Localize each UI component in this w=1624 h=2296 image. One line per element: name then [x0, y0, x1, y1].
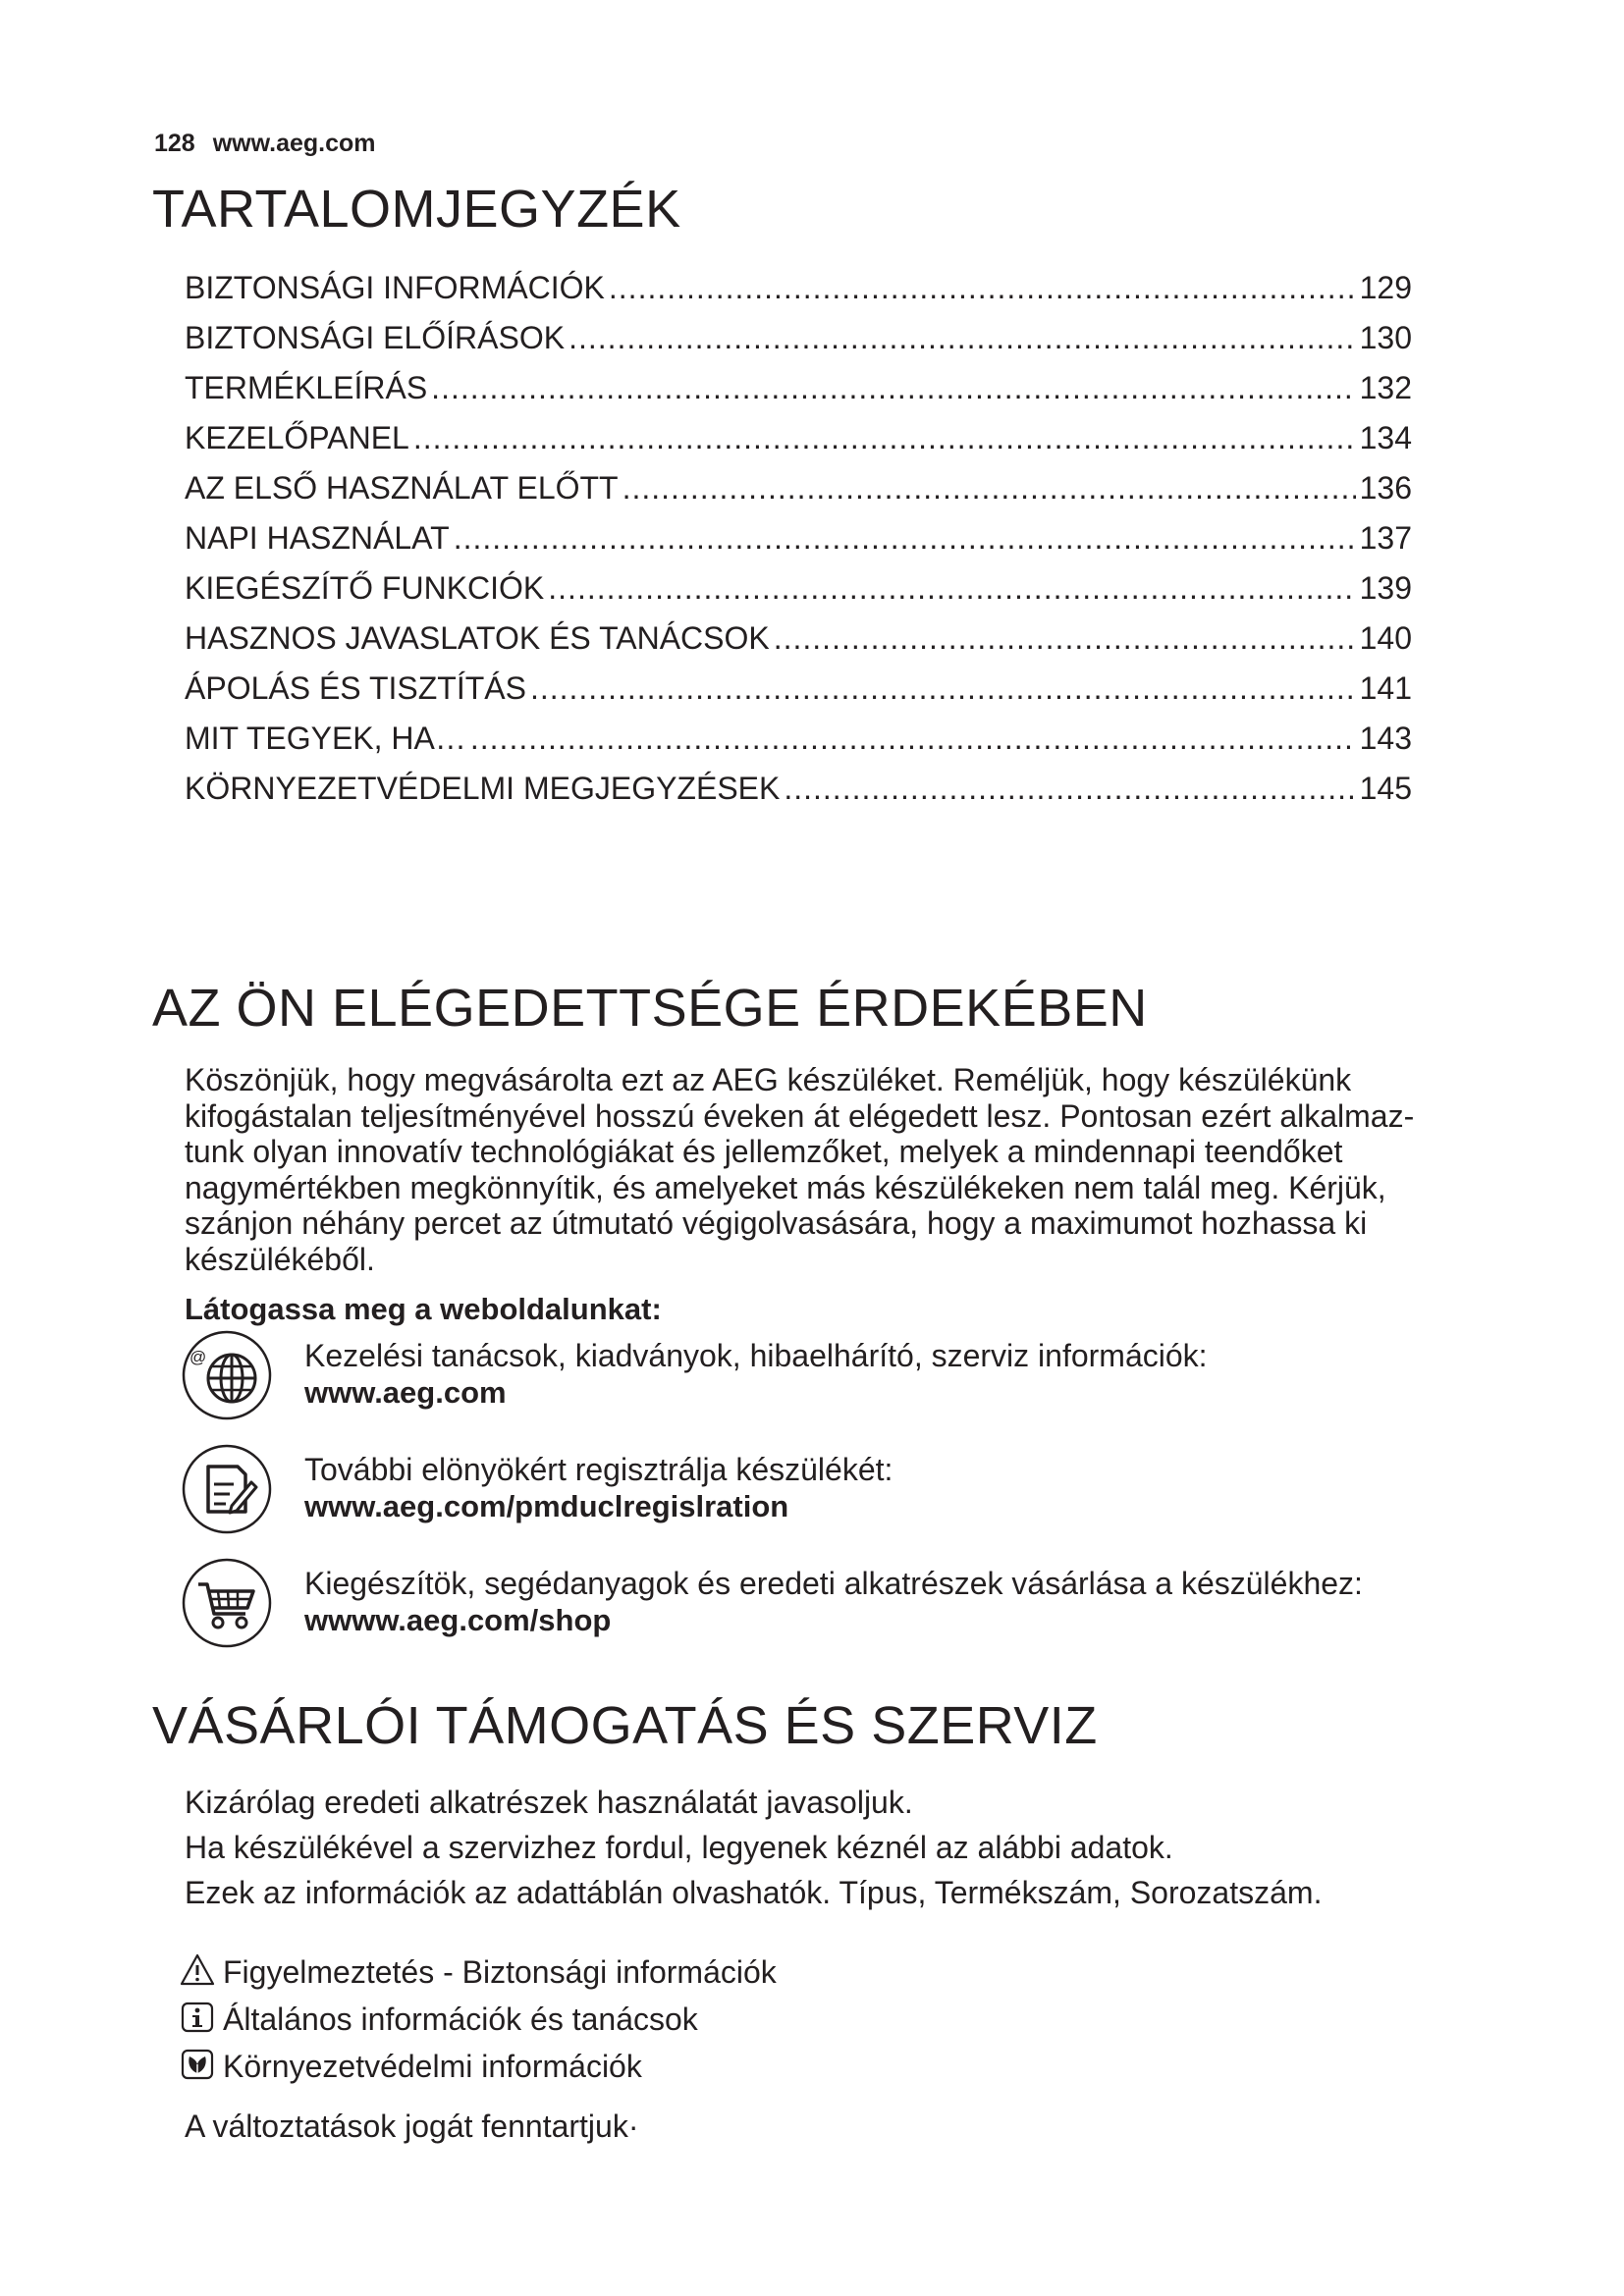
toc-dot-leader [784, 764, 1355, 814]
toc-entry-label: KEZELŐPANEL [185, 420, 409, 455]
toc-entry-label: ÁPOLÁS ÉS TISZTÍTÁS [185, 670, 526, 706]
toc-entry[interactable] [185, 563, 1412, 614]
toc-entry[interactable] [185, 614, 1412, 664]
page-header [154, 130, 376, 158]
toc-entry[interactable] [185, 313, 1412, 363]
satisfaction-intro [185, 1062, 1490, 1277]
toc-entry-page: 145 [1359, 771, 1412, 806]
toc-entry-page: 130 [1359, 320, 1412, 355]
footer-note: A változtatások jogát fenntartjuk· [185, 2109, 639, 2144]
toc-entry-page: 136 [1359, 470, 1412, 506]
intro-line: nagymértékben megkönnyítik, és amelyeket más készülékeken nem talál meg. Kérjük, [185, 1169, 1386, 1205]
intro-line: tunk olyan innovatív technológiákat és jellemzőket, melyek a mindennapi teendőket [185, 1134, 1343, 1169]
link-url[interactable]: www.aeg.com [304, 1375, 507, 1410]
toc-dot-leader [548, 563, 1355, 614]
toc-entry-label: BIZTONSÁGI ELŐÍRÁSOK [185, 320, 566, 355]
toc-dot-leader [413, 413, 1356, 463]
visit-website-label: Látogassa meg a weboldalunkat: [185, 1292, 662, 1326]
info-icon [180, 2000, 215, 2035]
intro-line: Köszönjük, hogy megvásárolta ezt az AEG készüléket. Reméljük, hogy készülékünk [185, 1062, 1352, 1097]
support-line: Kizárólag eredeti alkatrészek használatát javasoljuk. [185, 1785, 913, 1820]
toc-entry[interactable] [185, 363, 1412, 413]
toc-entry-page: 139 [1359, 570, 1412, 606]
link-text-block [304, 1451, 893, 1525]
toc-entry-label: NAPI HASZNÁLAT [185, 520, 450, 556]
toc-entry-label: AZ ELSŐ HASZNÁLAT ELŐTT [185, 470, 619, 506]
satisfaction-title: AZ ÖN ELÉGEDETTSÉGE ÉRDEKÉBEN [152, 979, 1148, 1038]
link-text-block [304, 1337, 1208, 1412]
environment-leaf-icon [180, 2047, 215, 2082]
table-of-contents [185, 263, 1412, 814]
toc-entry-page: 132 [1359, 370, 1412, 405]
web-globe-icon [181, 1329, 273, 1421]
toc-entry-label: KIEGÉSZÍTŐ FUNKCIÓK [185, 570, 545, 606]
register-document-icon [181, 1443, 273, 1535]
toc-entry-label: MIT TEGYEK, HA… [185, 721, 466, 756]
intro-line: készülékéből. [185, 1241, 375, 1277]
toc-title: TARTALOMJEGYZÉK [152, 180, 681, 239]
toc-entry[interactable] [185, 413, 1412, 463]
toc-entry[interactable] [185, 764, 1412, 814]
warning-triangle-icon [180, 1952, 215, 1988]
toc-dot-leader [454, 513, 1356, 563]
toc-entry[interactable] [185, 664, 1412, 714]
legend-text: Környezetvédelmi információk [223, 2049, 642, 2084]
legend-text: Figyelmeztetés - Biztonsági információk [223, 1954, 777, 1990]
legend-text: Általános információk és tanácsok [223, 2002, 698, 2037]
toc-entry[interactable] [185, 463, 1412, 513]
intro-line: kifogástalan teljesítményével hosszú éveken át elégedett lesz. Pontosan ezért alkalmaz- [185, 1097, 1415, 1134]
support-line: Ezek az információk az adattáblán olvashatók. Típus, Termékszám, Sorozatszám. [185, 1875, 1323, 1910]
toc-entry-label: TERMÉKLEÍRÁS [185, 370, 428, 405]
header-url[interactable]: www.aeg.com [212, 130, 376, 157]
link-description: További elönyökért regisztrálja készülékét: [304, 1452, 893, 1487]
link-text-block [304, 1565, 1363, 1639]
intro-line: szánjon néhány percet az útmutató végigolvasására, hogy a maximumot hozhassa ki [185, 1205, 1368, 1241]
link-description: Kiegészítök, segédanyagok és eredeti alkatrészek vásárlása a készülékhez: [304, 1566, 1363, 1601]
toc-dot-leader [568, 313, 1356, 363]
toc-dot-leader [609, 263, 1356, 313]
toc-entry-label: BIZTONSÁGI INFORMÁCIÓK [185, 270, 605, 305]
toc-entry[interactable] [185, 263, 1412, 313]
toc-entry[interactable] [185, 714, 1412, 764]
link-url[interactable]: www.aeg.com/pmduclregislration [304, 1489, 789, 1523]
support-title: VÁSÁRLÓI TÁMOGATÁS ÉS SZERVIZ [152, 1696, 1098, 1755]
toc-entry-label: HASZNOS JAVASLATOK ÉS TANÁCSOK [185, 620, 770, 656]
toc-dot-leader [530, 664, 1356, 714]
svg-text:@: @ [189, 1348, 207, 1366]
page-number: 128 [154, 130, 195, 157]
shopping-cart-icon [181, 1557, 273, 1649]
toc-entry[interactable] [185, 513, 1412, 563]
support-line: Ha készülékével a szervizhez fordul, legyenek kéznél az alábbi adatok. [185, 1830, 1173, 1865]
toc-entry-page: 129 [1359, 270, 1412, 305]
link-description: Kezelési tanácsok, kiadványok, hibaelhárító, szerviz információk: [304, 1338, 1208, 1373]
toc-entry-page: 137 [1359, 520, 1412, 556]
toc-dot-leader [431, 363, 1355, 413]
toc-entry-page: 134 [1359, 420, 1412, 455]
toc-entry-page: 140 [1359, 620, 1412, 656]
toc-dot-leader [774, 614, 1356, 664]
link-url[interactable]: wwww.aeg.com/shop [304, 1603, 612, 1637]
toc-entry-page: 143 [1359, 721, 1412, 756]
toc-entry-page: 141 [1359, 670, 1412, 706]
toc-dot-leader [623, 463, 1356, 513]
toc-dot-leader [470, 714, 1356, 764]
toc-entry-label: KÖRNYEZETVÉDELMI MEGJEGYZÉSEK [185, 771, 781, 806]
